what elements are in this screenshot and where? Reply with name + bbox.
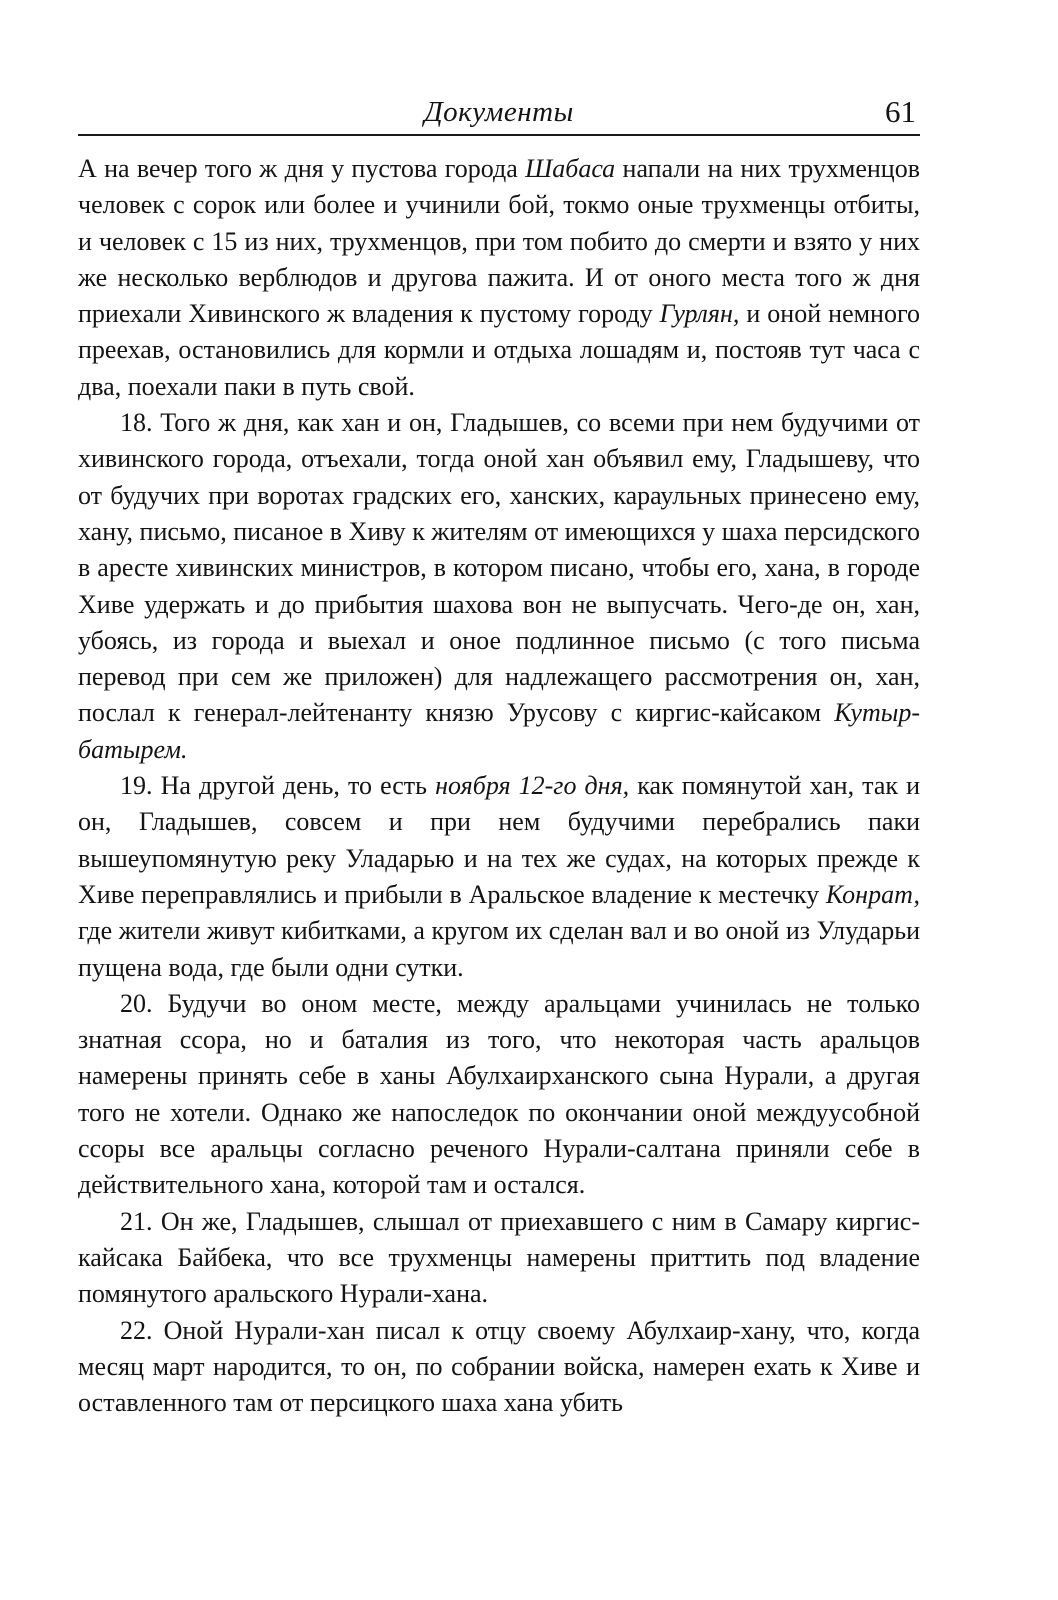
paragraph-18 [78, 405, 920, 768]
paragraph-20 [78, 986, 920, 1204]
text-run: 22. Оной Нурали-хан писал к отцу своему Абулхаир-хану, что, когда месяц март народится, то он, по собрании войска, намерен ехать к Хиве и оставленного там от персицкого шаха хана убить [78, 1315, 920, 1418]
italic-date: ноября 12-го дня, [435, 771, 630, 801]
paragraph-22 [78, 1313, 920, 1422]
text-run: где жители живут кибитками, а кругом их сделан вал и во оной из Улударьи пущена вода, где были одни сутки. [78, 916, 920, 982]
text-run: 18. Того ж дня, как хан и он, Гладышев, со всеми при нем будучими от хивинского города, отъехали, тогда оной хан объявил ему, Гладышеву, что от будучих при воротах градских его, ханских, караульных принесено ему, хану, письмо, писаное в Хиву к жителям от имеющихся у шаха персидского в аресте хивинских министров, в котором писано, чтобы его, хана, в городе Хиве удержать и до прибытия шахова вон не выпусчать. Чего-де он, хан, убоясь, из города и выехал и оное подлинное письмо (с того письма перевод при сем же приложен) для надлежащего рассмотрения он, хан, послал к генерал-лейтенанту князю Урусову с киргис-кайсаком [78, 408, 920, 728]
text-run: и оной немного преехав, остановились для кормли и отдыха лошадям и, постояв тут часа с два, поехали паки в путь свой. [78, 299, 920, 401]
italic-person-name: Кутыр-батырем. [78, 698, 920, 764]
text-run: напали на них трухменцов человек с сорок или более и учинили бой, токмо оные трухменцы отбиты, и человек с 15 из них, трухменцов, при том побито до смерти и взято у них же несколько верблюдов и другова пажита. И от оного места того ж дня приехали Хивинского ж владения к пустому городу [78, 154, 920, 329]
italic-place-name: Конрат, [825, 879, 920, 909]
text-run: А на вечер того ж дня у пустова города [78, 154, 526, 183]
paragraph-19 [78, 768, 920, 986]
paragraph-21 [78, 1204, 920, 1313]
italic-place-name: Гурлян, [659, 299, 740, 329]
page-header [78, 92, 920, 136]
paragraph [78, 151, 920, 405]
text-run: 21. Он же, Гладышев, слышал от приехавшего с ним в Самару киргис-кайсака Байбека, что все трухменцы намерены приттить под владение помянутого аральского Нурали-хана. [78, 1206, 920, 1309]
body-text [78, 151, 920, 1421]
text-run: 19. На другой день, то есть [120, 771, 436, 801]
running-title: Документы [424, 96, 574, 128]
page-number: 61 [885, 94, 916, 129]
italic-place-name: Шабаса [525, 154, 616, 183]
text-run: как помянутой хан, так и он, Гладышев, совсем и при нем будучими перебрались паки вышеупомянутую реку Уладарью и на тех же судах, на которых прежде к Хиве переправлялись и прибыли в Аральское владение к местечку [78, 771, 921, 909]
text-run: 20. Будучи во оном месте, между аральцами учинилась не только знатная ссора, но и баталия из того, что некоторая часть аральцов намерены принять себе в ханы Абулхаирханского сына Нурали, а другая того не хотели. Однако же напоследок по окончании оной междуусобной ссоры все аральцы согласно реченого Нурали-салтана приняли себе в действительного хана, которой там и остался. [78, 988, 920, 1200]
